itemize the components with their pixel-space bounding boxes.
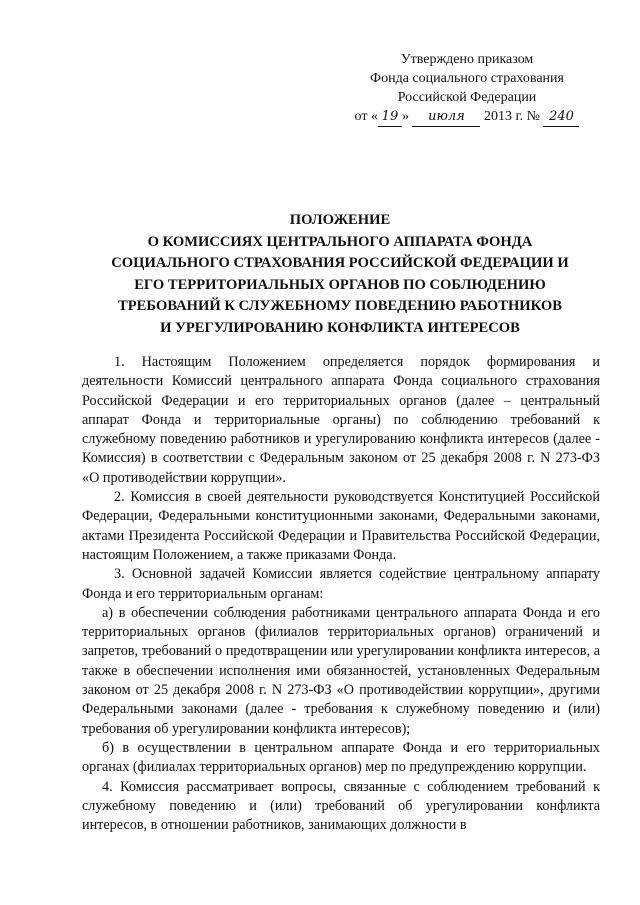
approval-line-3: Российской Федерации [397, 90, 537, 105]
paragraph-3: 3. Основной задачей Комиссии является содействие центральному аппарату Фонда и его территориальным органам: [82, 566, 600, 602]
approval-date-line [332, 107, 602, 127]
title-line-2: О КОМИССИЯХ ЦЕНТРАЛЬНОГО АППАРАТА ФОНДА [147, 233, 533, 250]
title-line-4: ЕГО ТЕРРИТОРИАЛЬНЫХ ОРГАНОВ ПО СОБЛЮДЕНИЮ [134, 276, 546, 293]
document-title [70, 210, 610, 340]
paragraph-3a: а) в обеспечении соблюдения работниками центрального аппарата Фонда и его территориальных органов (филиалов территориальных органов) ограничений и запретов, требований о предотвращении или урегулировании конфликта интересов, а также в обеспечении исполнения ими обязанностей, установленных Федеральным законом от 25 декабря 2008 г. N 273-ФЗ «О противодействии коррупции», другими Федеральными законами (далее - требования к служебному поведению и (или) требования об урегулировании конфликта интересов); [82, 604, 600, 737]
paragraph-3b: б) в осуществлении в центральном аппарате Фонда и его территориальных органах (филиалах территориальных органов) мер по предупреждению коррупции. [82, 739, 600, 776]
title-line-3: СОЦИАЛЬНОГО СТРАХОВАНИЯ РОССИЙСКОЙ ФЕДЕРАЦИИ И [111, 255, 569, 272]
paragraph-2: 2. Комиссия в своей деятельности руководствуется Конституцией Российской Федерации, Федеральными конституционными законами, Федеральными законами, актами Президента Российской Федерации и Правительства Российской Федерации, настоящим Положением, а также приказами Фонда. [82, 489, 600, 563]
handwritten-month: июля [412, 107, 480, 127]
handwritten-order-number: 240 [543, 107, 579, 127]
approval-stamp [332, 50, 602, 127]
document-body [82, 353, 600, 835]
title-line-6: И УРЕГУЛИРОВАНИЮ КОНФЛИКТА ИНТЕРЕСОВ [160, 319, 520, 336]
title-line-1: ПОЛОЖЕНИЕ [289, 212, 391, 228]
date-year: 2013 г. № [483, 109, 540, 124]
paragraph-1: 1. Настоящим Положением определяется порядок формирования и деятельности Комиссий центрального аппарата Фонда социального страхования Российской Федерации и его территориальных органов (далее – центральный аппарат Фонда и территориальные органы) по соблюдению требований к служебному поведению работников и урегулированию конфликта интересов (далее - Комиссия) в соответствии с Федеральным законом от 25 декабря 2008 г. N 273-ФЗ «О противодействии коррупции». [82, 354, 600, 486]
title-line-5: ТРЕБОВАНИЙ К СЛУЖЕБНОМУ ПОВЕДЕНИЮ РАБОТНИКОВ [118, 298, 562, 315]
handwritten-day: 19 [378, 107, 402, 127]
date-prefix: от « [354, 109, 378, 124]
date-quote-close: » [401, 109, 409, 124]
paragraph-4: 4. Комиссия рассматривает вопросы, связанные с соблюдением требований к служебному поведению и (или) требований об урегулировании конфликта интересов, в отношении работников, занимающих должности в [82, 778, 600, 834]
approval-line-2: Фонда социального страхования [370, 71, 564, 86]
approval-line-1: Утверждено приказом [400, 52, 534, 67]
